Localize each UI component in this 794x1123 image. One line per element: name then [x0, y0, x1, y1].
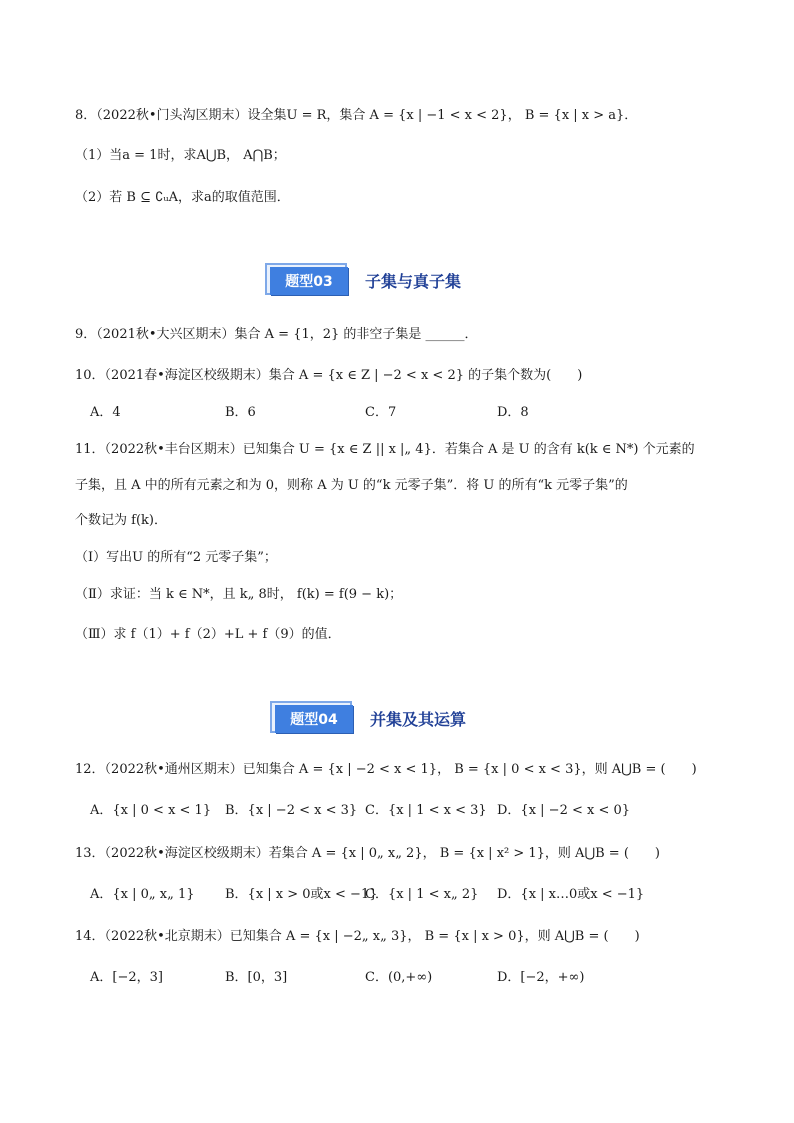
q8-part2: （2）若 B ⊆ ∁ᵤA，求a的取值范围．: [75, 190, 290, 205]
q13-option-c[interactable]: C．{x | 1 < x„ 2}: [365, 887, 479, 902]
q12-option-a[interactable]: A．{x | 0 < x < 1}: [90, 803, 212, 818]
section-title-03: 子集与真子集: [365, 271, 462, 291]
q12-option-b[interactable]: B．{x | −2 < x < 3}: [225, 803, 358, 818]
q11-part1: （Ⅰ）写出U 的所有“2 元零子集”；: [75, 550, 277, 565]
q13-option-a[interactable]: A．{x | 0„ x„ 1}: [90, 887, 195, 902]
section-badge-04: 题型04: [270, 701, 356, 735]
q11-part2: （Ⅱ）求证：当 k ∈ N*，且 k„ 8时， f(k) = f(9 − k)；: [75, 587, 403, 602]
q12-stem: 12．（2022秋•通州区期末）已知集合 A = {x | −2 < x < 1}， B = {x | 0 < x < 3}，则 A⋃B = ( ): [75, 762, 697, 777]
q12-option-d[interactable]: D．{x | −2 < x < 0}: [497, 803, 631, 818]
q10-option-a[interactable]: A．4: [90, 405, 121, 420]
q11-part3: （Ⅲ）求 f（1）+ f（2）+L + f（9）的值．: [75, 627, 341, 642]
q14-option-a[interactable]: A．[−2，3]: [90, 970, 163, 985]
q14-stem: 14．（2022秋•北京期末）已知集合 A = {x | −2„ x„ 3}， B = {x | x > 0}，则 A⋃B = ( ): [75, 929, 640, 944]
section-title-04: 并集及其运算: [370, 709, 467, 729]
q11-line2: 子集，且 A 中的所有元素之和为 0，则称 A 为 U 的“k 元零子集”．将 U 的所有“k 元零子集”的: [75, 478, 628, 493]
q11-line1: 11．（2022秋•丰台区期末）已知集合 U = {x ∈ Z || x |„ 4}．若集合 A 是 U 的含有 k(k ∈ N*) 个元素的: [75, 442, 695, 457]
q8-part1: （1）当a = 1时，求A⋃B， A⋂B；: [75, 148, 286, 163]
q14-option-d[interactable]: D．[−2，+∞): [497, 970, 585, 985]
q10-option-b[interactable]: B．6: [225, 405, 256, 420]
section-heading-03: [265, 263, 461, 297]
q9-stem: 9．（2021秋•大兴区期末）集合 A = {1，2} 的非空子集是 ______．: [75, 327, 478, 342]
q14-option-b[interactable]: B．[0，3]: [225, 970, 288, 985]
q8-stem: 8．（2022秋•门头沟区期末）设全集U = R，集合 A = {x | −1 < x < 2}， B = {x | x > a}．: [75, 108, 638, 123]
q13-stem: 13．（2022秋•海淀区校级期末）若集合 A = {x | 0„ x„ 2}， B = {x | x² > 1}，则 A⋃B = ( ): [75, 846, 660, 861]
q10-option-c[interactable]: C．7: [365, 405, 397, 420]
section-heading-04: [270, 701, 466, 735]
q13-option-d[interactable]: D．{x | x…0或x < −1}: [497, 887, 645, 902]
q10-option-d[interactable]: D．8: [497, 405, 529, 420]
q13-option-b[interactable]: B．{x | x > 0或x < −1}: [225, 887, 378, 902]
q11-line3: 个数记为 f(k)．: [75, 513, 167, 528]
section-badge-03: 题型03: [265, 263, 351, 297]
q10-stem: 10．（2021春•海淀区校级期末）集合 A = {x ∈ Z | −2 < x < 2} 的子集个数为( ): [75, 368, 583, 383]
q12-option-c[interactable]: C．{x | 1 < x < 3}: [365, 803, 487, 818]
q14-option-c[interactable]: C．(0,+∞): [365, 970, 433, 985]
